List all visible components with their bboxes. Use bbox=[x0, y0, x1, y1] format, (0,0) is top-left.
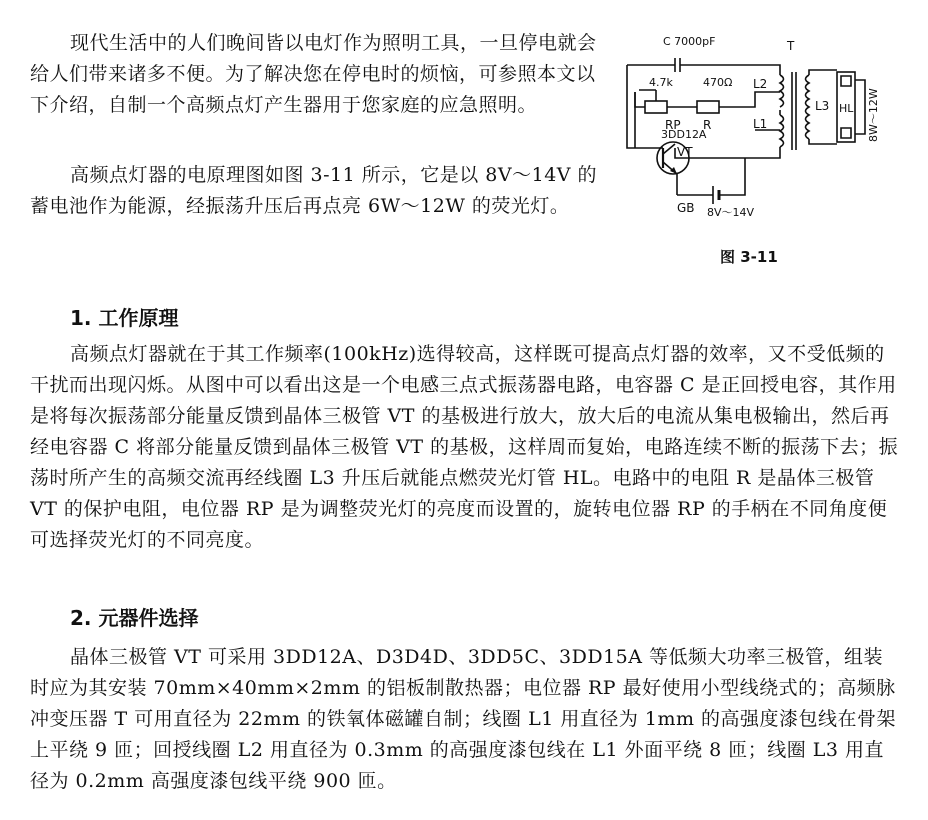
label-rp: RP bbox=[665, 118, 681, 132]
label-battery-voltage: 8V～14V bbox=[707, 206, 755, 219]
capacitor-right-wire bbox=[680, 65, 780, 75]
emitter-wire bbox=[663, 162, 677, 195]
l1-coil bbox=[780, 115, 784, 147]
circuit-diagram bbox=[615, 30, 905, 240]
label-transformer: T bbox=[787, 39, 795, 53]
l2-coil bbox=[780, 75, 784, 107]
label-r-value: 470Ω bbox=[703, 76, 733, 89]
principle-paragraph bbox=[30, 339, 900, 556]
section-heading-selection: 2. 元器件选择 bbox=[70, 606, 199, 630]
intro-paragraph-1-text: 现代生活中的人们晚间皆以电灯作为照明工具，一旦停电就会给人们带来诸多不便。为了解决您在停电时的烦恼，可参照本文以下介绍，自制一个高频点灯产生器用于您家庭的应急照明。 bbox=[30, 32, 597, 116]
label-hl: HL bbox=[839, 102, 854, 115]
figure-caption: 图 3-11 bbox=[720, 248, 778, 266]
lamp-return-wire bbox=[855, 80, 865, 134]
label-r: R bbox=[703, 118, 712, 132]
intro-paragraph-2-text: 高频点灯器的电原理图如图 3-11 所示，它是以 8V～14V 的蓄电池作为能源，经振荡升压后再点亮 6W～12W 的荧光灯。 bbox=[30, 164, 598, 217]
selection-paragraph bbox=[30, 642, 900, 797]
section-heading-principle: 1. 工作原理 bbox=[70, 306, 179, 330]
r-to-coil-wire bbox=[719, 92, 780, 107]
label-l2: L2 bbox=[753, 77, 768, 91]
intro-paragraph-1 bbox=[30, 28, 610, 121]
principle-paragraph-text: 高频点灯器就在于其工作频率(100kHz)选得较高，这样既可提高点灯器的效率，又不受低频的干扰而出现闪烁。从图中可以看出这是一个电感三点式振荡器电路，电容器 C 是正回授电容，其作用是将每次振荡部分能量反馈到晶体三极管 VT 的基极进行放大，放大后的电流从集电极输出，然后再经电容器 C 将部分能量反馈到晶体三极管 VT 的基极，这样周而复始，电路连续不断的振荡下去；振荡时所产生的高频交流再经线圈 L3 升压后就能点燃荧光灯管 HL。电路中的电阻 R 是晶体三极管 VT 的保护电阻，电位器 RP 是为调整荧光灯的亮度而设置的，旋转电位器 RP 的手柄在不同角度便可选择荧光灯的不同亮度。 bbox=[30, 343, 899, 551]
label-l3: L3 bbox=[815, 99, 830, 113]
label-lamp-rating: 8W～12W bbox=[867, 88, 880, 142]
label-vt: VT bbox=[677, 145, 693, 159]
label-l1: L1 bbox=[753, 117, 768, 131]
rp-left-lead bbox=[635, 92, 645, 107]
label-transistor-model: 3DD12A bbox=[661, 128, 707, 141]
battery-return-wire bbox=[719, 158, 745, 195]
intro-paragraph-2 bbox=[30, 160, 610, 222]
selection-paragraph-text: 晶体三极管 VT 可采用 3DD12A、D3D4D、3DD5C、3DD15A 等低频大功率三极管，组装时应为其安装 70mm×40mm×2mm 的铝板制散热器；电位器 RP 最好使用小型线绕式的；高频脉冲变压器 T 可用直径为 22mm 的铁氧体磁罐自制；线圈 L1 用直径为 1mm 的高强度漆包线在骨架上平绕 9 匝；回授线圈 L2 用直径为 0.3mm 的高强度漆包线在 L1 外面平绕 8 匝；线圈 L3 用直径为 0.2mm 高强度漆包线平绕 900 匝。 bbox=[30, 646, 897, 792]
label-capacitor: C 7000pF bbox=[663, 35, 716, 48]
r-body bbox=[697, 101, 719, 113]
label-gb: GB bbox=[677, 201, 695, 215]
label-rp-value: 4.7k bbox=[649, 76, 673, 89]
rp-body bbox=[645, 101, 667, 113]
l3-coil bbox=[806, 75, 810, 139]
